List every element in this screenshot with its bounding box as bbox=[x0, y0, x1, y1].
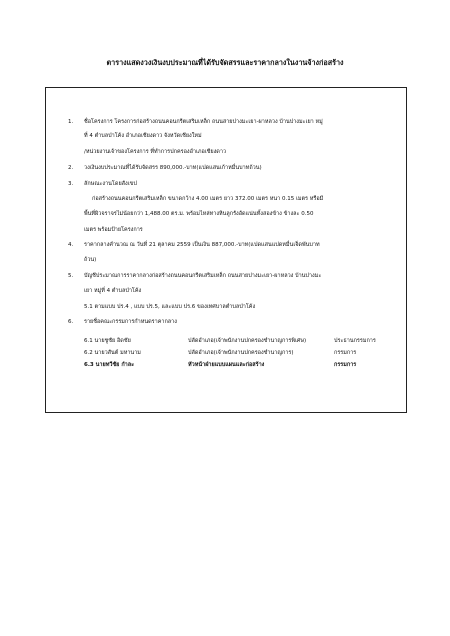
committee-3-position: หัวหน้าฝ่ายแบบแผนและก่อสร้าง bbox=[188, 362, 265, 368]
item-5-line-3: 5.1 ตามแบบ ปร.4 , แบบ ปร.5, และแบบ ปร.6 ของเทศบาลตำบลป่าโค้ง bbox=[84, 304, 256, 310]
committee-2-position: ปลัดอำเภอ(เจ้าพนักงานปกครองชำนาญการ) bbox=[188, 350, 294, 356]
item-5-line-2: เยา หมู่ที่ 4 ตำบลป่าโค้ง bbox=[84, 288, 142, 294]
item-5-number: 5. bbox=[68, 273, 74, 279]
page-title: ตารางแสดงวงเงินงบประมาณที่ได้รับจัดสรรและราคากลางในงานจ้างก่อสร้าง bbox=[106, 58, 344, 67]
item-1-line-3: /หน่วยงานเจ้าของโครงการ ที่ทำการปกครองอำเภอเชียงดาว bbox=[84, 149, 227, 155]
item-4-line-2: ถ้วน) bbox=[84, 257, 97, 263]
committee-3-name: 6.3 นายทวีชัย กำละ bbox=[84, 362, 135, 368]
item-4-line-1: ราคากลางคำนวณ ณ วันที่ 21 ตุลาคม 2559 เป็นเงิน 887,000.-บาท(แปดแสนแปดหมื่นเจ็ดพันบาท bbox=[84, 242, 320, 248]
committee-3-role: กรรมการ bbox=[334, 362, 357, 368]
item-3-line-4: เมตร พร้อมป้ายโครงการ bbox=[84, 227, 143, 233]
committee-2-role: กรรมการ bbox=[334, 350, 357, 356]
content-box bbox=[45, 87, 407, 413]
item-3-number: 3. bbox=[68, 181, 74, 187]
committee-2-name: 6.2 นายวสันต์ มหานาม bbox=[84, 350, 141, 356]
item-5-line-1: บัญชีประมาณการราคากลางก่อสร้างถนนคอนกรีตเสริมเหล็ก ถนนสายปางมะเยา-ผาหลวง บ้านปางมะ bbox=[84, 273, 322, 279]
item-4-number: 4. bbox=[68, 242, 74, 248]
item-2-number: 2. bbox=[68, 165, 74, 171]
committee-1-position: ปลัดอำเภอ(เจ้าพนักงานปกครองชำนาญการพิเศษ) bbox=[188, 338, 307, 344]
committee-1-role: ประธานกรรมการ bbox=[334, 338, 376, 344]
item-1-line-2: ที่ 4 ตำบลป่าโค้ง อำเภอเชียงดาว จังหวัดเชียงใหม่ bbox=[84, 133, 202, 139]
item-1-number: 1. bbox=[68, 119, 74, 125]
committee-1-name: 6.1 นายชูชัย อิดชัย bbox=[84, 338, 131, 344]
item-3-line-2: ก่อสร้างถนนคอนกรีตเสริมเหล็ก ขนาดกว้าง 4.00 เมตร ยาว 372.00 เมตร หนา 0.15 เมตร หรือมี bbox=[92, 196, 324, 202]
item-1-line-1: ชื่อโครงการ โครงการก่อสร้างถนนคอนกรีตเสริมเหล็ก ถนนสายปางมะเยา-ผาหลวง บ้านปางมะเยา หมู่ bbox=[84, 119, 323, 125]
item-3-line-1: ลักษณะงานโดยสังเขป bbox=[84, 181, 137, 187]
item-2-line-1: วงเงินงบประมาณที่ได้รับจัดสรร 890,000.-บาท(แปดแสนเก้าหมื่นบาทถ้วน) bbox=[84, 165, 262, 171]
item-6-number: 6. bbox=[68, 319, 74, 325]
item-3-line-3: พื้นที่ผิวจราจรไม่น้อยกว่า 1,488.00 ตร.ม. พร้อมไหล่ทางหินลูกรังอัดแน่นทั้งสองข้าง ข้างละ 0.50 bbox=[84, 211, 314, 217]
item-6-line-1: รายชื่อคณะกรรมการกำหนดราคากลาง bbox=[84, 319, 177, 325]
